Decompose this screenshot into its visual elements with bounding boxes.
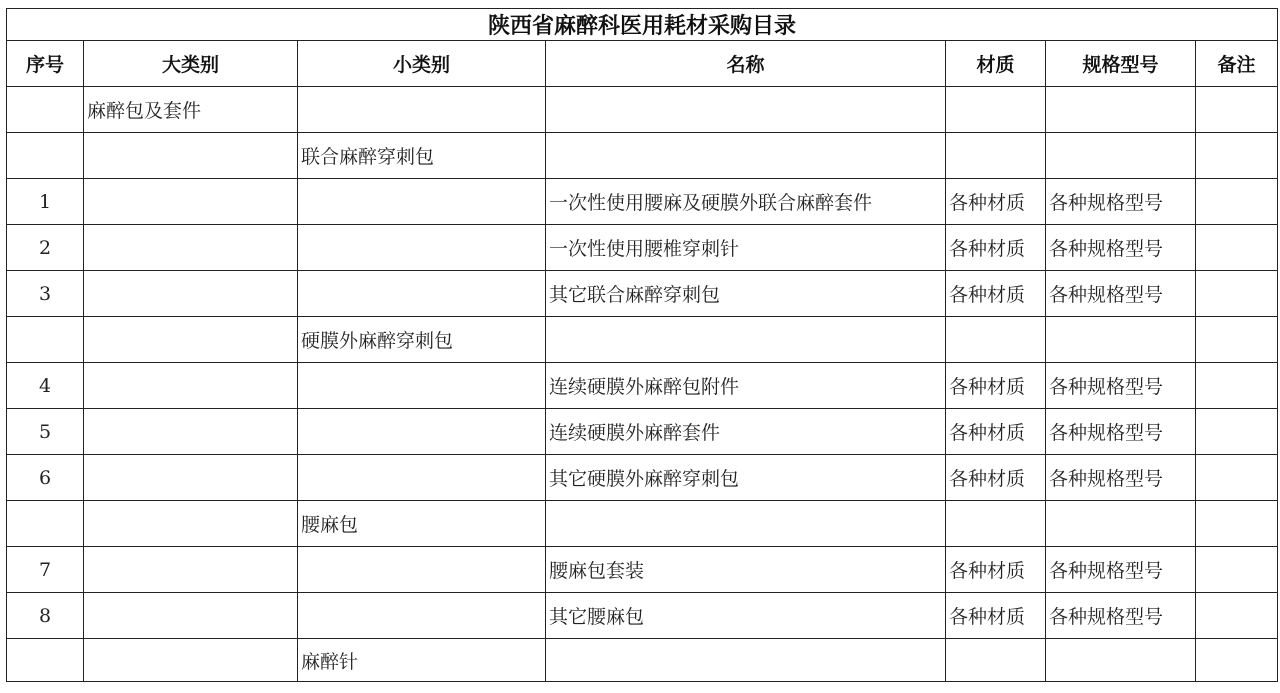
header-spec: 规格型号 xyxy=(1046,41,1196,87)
cell-name xyxy=(546,501,946,547)
table-row xyxy=(7,179,1278,225)
cell-spec: 各种规格型号 xyxy=(1046,225,1196,271)
cell-note xyxy=(1196,593,1278,639)
cell-note xyxy=(1196,225,1278,271)
cell-no: 7 xyxy=(7,547,84,593)
cell-note xyxy=(1196,501,1278,547)
cell-spec: 各种规格型号 xyxy=(1046,271,1196,317)
cell-spec: 各种规格型号 xyxy=(1046,179,1196,225)
cell-name xyxy=(546,317,946,363)
cell-material xyxy=(946,639,1046,682)
cell-no xyxy=(7,501,84,547)
cell-name xyxy=(546,87,946,133)
cell-major-category xyxy=(84,317,298,363)
cell-material: 各种材质 xyxy=(946,225,1046,271)
table-row xyxy=(7,593,1278,639)
header-no: 序号 xyxy=(7,41,84,87)
cell-no xyxy=(7,133,84,179)
cell-name: 连续硬膜外麻醉套件 xyxy=(546,409,946,455)
table-row xyxy=(7,87,1278,133)
cell-spec: 各种规格型号 xyxy=(1046,547,1196,593)
cell-note xyxy=(1196,639,1278,682)
cell-major-category xyxy=(84,501,298,547)
cell-major-category xyxy=(84,271,298,317)
cell-note xyxy=(1196,455,1278,501)
table-row xyxy=(7,455,1278,501)
cell-name: 其它硬膜外麻醉穿刺包 xyxy=(546,455,946,501)
cell-minor-category: 麻醉针 xyxy=(298,639,546,682)
cell-no: 3 xyxy=(7,271,84,317)
header-minor-category: 小类别 xyxy=(298,41,546,87)
cell-major-category xyxy=(84,593,298,639)
cell-material xyxy=(946,501,1046,547)
cell-material: 各种材质 xyxy=(946,409,1046,455)
table-row xyxy=(7,225,1278,271)
cell-minor-category xyxy=(298,225,546,271)
cell-note xyxy=(1196,409,1278,455)
cell-note xyxy=(1196,363,1278,409)
header-row xyxy=(7,41,1278,87)
cell-major-category xyxy=(84,225,298,271)
cell-minor-category: 腰麻包 xyxy=(298,501,546,547)
header-note: 备注 xyxy=(1196,41,1278,87)
table-body xyxy=(7,87,1278,682)
cell-spec: 各种规格型号 xyxy=(1046,593,1196,639)
cell-name xyxy=(546,133,946,179)
cell-note xyxy=(1196,179,1278,225)
cell-name: 其它腰麻包 xyxy=(546,593,946,639)
cell-name: 一次性使用腰椎穿刺针 xyxy=(546,225,946,271)
table-title: 陕西省麻醉科医用耗材采购目录 xyxy=(7,9,1278,41)
cell-spec: 各种规格型号 xyxy=(1046,455,1196,501)
table-row xyxy=(7,271,1278,317)
catalog-sheet xyxy=(6,8,1277,682)
table-row xyxy=(7,639,1278,682)
cell-major-category xyxy=(84,409,298,455)
cell-no xyxy=(7,87,84,133)
cell-material xyxy=(946,133,1046,179)
cell-major-category xyxy=(84,639,298,682)
header-name: 名称 xyxy=(546,41,946,87)
cell-major-category xyxy=(84,363,298,409)
cell-minor-category: 联合麻醉穿刺包 xyxy=(298,133,546,179)
cell-minor-category: 硬膜外麻醉穿刺包 xyxy=(298,317,546,363)
cell-material: 各种材质 xyxy=(946,179,1046,225)
cell-major-category xyxy=(84,179,298,225)
cell-no: 2 xyxy=(7,225,84,271)
cell-spec: 各种规格型号 xyxy=(1046,363,1196,409)
cell-spec xyxy=(1046,133,1196,179)
table-row xyxy=(7,409,1278,455)
cell-minor-category xyxy=(298,179,546,225)
cell-minor-category xyxy=(298,455,546,501)
cell-name: 腰麻包套装 xyxy=(546,547,946,593)
cell-spec: 各种规格型号 xyxy=(1046,409,1196,455)
cell-no: 1 xyxy=(7,179,84,225)
cell-name xyxy=(546,639,946,682)
cell-major-category xyxy=(84,455,298,501)
cell-minor-category xyxy=(298,271,546,317)
cell-note xyxy=(1196,133,1278,179)
header-material: 材质 xyxy=(946,41,1046,87)
cell-no: 6 xyxy=(7,455,84,501)
table-row xyxy=(7,363,1278,409)
cell-major-category xyxy=(84,547,298,593)
cell-major-category: 麻醉包及套件 xyxy=(84,87,298,133)
cell-no: 5 xyxy=(7,409,84,455)
cell-material: 各种材质 xyxy=(946,363,1046,409)
cell-name: 其它联合麻醉穿刺包 xyxy=(546,271,946,317)
cell-major-category xyxy=(84,133,298,179)
cell-material: 各种材质 xyxy=(946,271,1046,317)
cell-spec xyxy=(1046,501,1196,547)
header-major-category: 大类别 xyxy=(84,41,298,87)
cell-spec xyxy=(1046,317,1196,363)
cell-minor-category xyxy=(298,593,546,639)
cell-no: 8 xyxy=(7,593,84,639)
cell-no xyxy=(7,317,84,363)
cell-minor-category xyxy=(298,409,546,455)
cell-spec xyxy=(1046,87,1196,133)
cell-minor-category xyxy=(298,363,546,409)
table-row xyxy=(7,317,1278,363)
cell-note xyxy=(1196,271,1278,317)
cell-material: 各种材质 xyxy=(946,547,1046,593)
cell-name: 连续硬膜外麻醉包附件 xyxy=(546,363,946,409)
table-row xyxy=(7,547,1278,593)
cell-note xyxy=(1196,87,1278,133)
cell-minor-category xyxy=(298,87,546,133)
cell-material: 各种材质 xyxy=(946,455,1046,501)
cell-no: 4 xyxy=(7,363,84,409)
cell-minor-category xyxy=(298,547,546,593)
table-row xyxy=(7,133,1278,179)
catalog-table xyxy=(6,8,1278,682)
cell-spec xyxy=(1046,639,1196,682)
cell-material: 各种材质 xyxy=(946,593,1046,639)
cell-name: 一次性使用腰麻及硬膜外联合麻醉套件 xyxy=(546,179,946,225)
cell-no xyxy=(7,639,84,682)
cell-material xyxy=(946,317,1046,363)
cell-note xyxy=(1196,547,1278,593)
table-row xyxy=(7,501,1278,547)
cell-note xyxy=(1196,317,1278,363)
cell-material xyxy=(946,87,1046,133)
